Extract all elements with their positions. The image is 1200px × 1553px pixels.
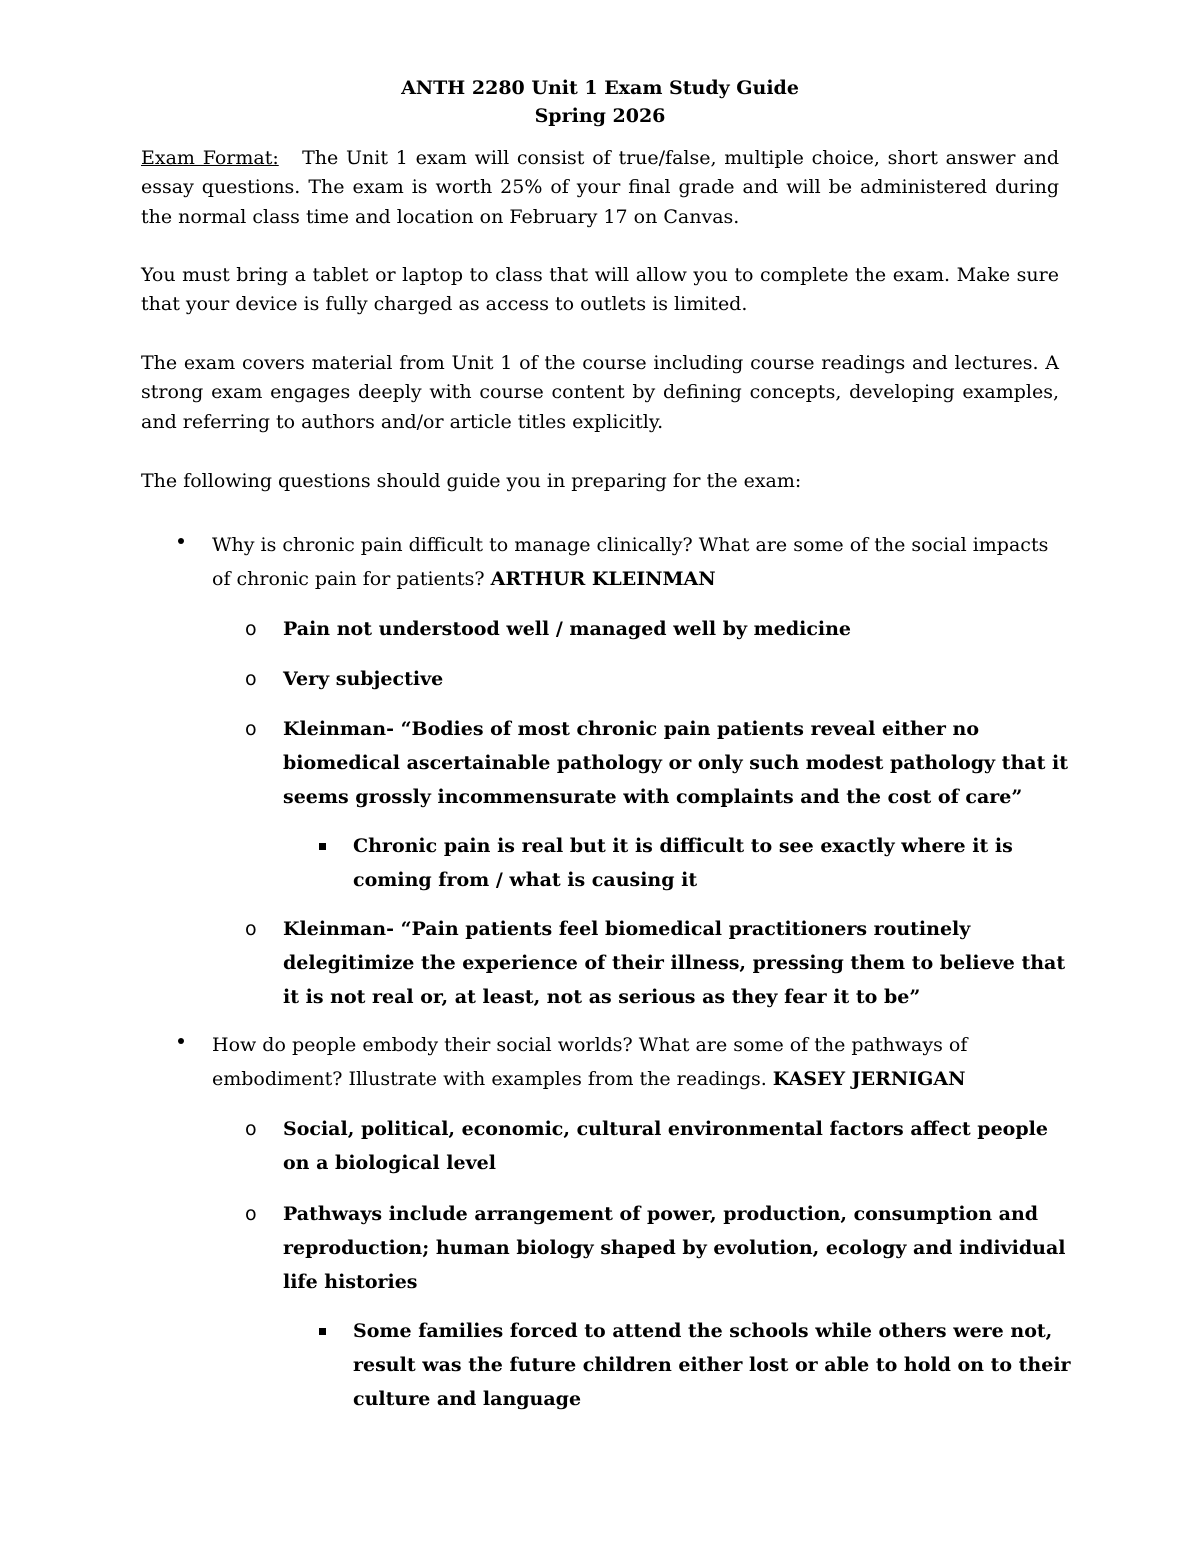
question-2-author: KASEY JERNIGAN <box>772 1068 966 1090</box>
note-1-3: Kleinman- “Bodies of most chronic pain patients reveal either no biomedical ascertainable pathology or only such modest pathology that it seems grossly incommensurate with complaints and the cost of care” <box>283 718 1068 808</box>
note-1-3-sub: Chronic pain is real but it is difficult to see exactly where it is coming from / what is causing it <box>353 835 1013 891</box>
document-title: ANTH 2280 Unit 1 Exam Study Guide <box>401 77 799 99</box>
circle-bullet-icon: o <box>245 718 257 740</box>
note-2-1: Social, political, economic, cultural environmental factors affect people on a biological level <box>283 1118 1048 1174</box>
question-1 <box>212 528 1072 596</box>
circle-bullet-icon: o <box>245 668 257 690</box>
circle-bullet-icon: o <box>245 1118 257 1140</box>
circle-bullet-icon: o <box>245 1203 257 1225</box>
exam-format-text: The Unit 1 exam will consist of true/false, multiple choice, short answer and essay questions. The exam is worth 25% of your final grade and will be administered during the normal class time and location on February 17 on Canvas. <box>141 147 1059 228</box>
note-1-1: Pain not understood well / managed well by medicine <box>283 618 852 640</box>
coverage-paragraph: The exam covers material from Unit 1 of the course including course readings and lectures. A strong exam engages deeply with course content by defining concepts, developing examples, and referring to authors and/or article titles explicitly. <box>141 352 1059 433</box>
square-bullet-icon <box>319 843 326 850</box>
question-2 <box>212 1028 1072 1096</box>
question-1-text: Why is chronic pain difficult to manage clinically? What are some of the social impacts of chronic pain for patients? <box>212 534 1049 590</box>
circle-bullet-icon: o <box>245 618 257 640</box>
square-bullet-icon <box>319 1328 326 1335</box>
circle-bullet-icon: o <box>245 918 257 940</box>
note-1-2: Very subjective <box>283 668 444 690</box>
guide-paragraph: The following questions should guide you in preparing for the exam: <box>141 470 802 492</box>
note-1-4: Kleinman- “Pain patients feel biomedical practitioners routinely delegitimize the experience of their illness, pressing them to believe that it is not real or, at least, not as serious as they fear it to be” <box>283 918 1066 1008</box>
exam-format-paragraph <box>141 144 1059 232</box>
question-1-author: ARTHUR KLEINMAN <box>490 568 716 590</box>
note-2-2: Pathways include arrangement of power, production, consumption and reproduction; human biology shaped by evolution, ecology and individual life histories <box>283 1203 1066 1293</box>
bullet-icon <box>178 1038 184 1044</box>
question-2-text: How do people embody their social worlds? What are some of the pathways of embodiment? Illustrate with examples from the readings. <box>212 1034 968 1090</box>
document-term: Spring 2026 <box>534 105 666 127</box>
device-paragraph: You must bring a tablet or laptop to class that will allow you to complete the exam. Make sure that your device is fully charged as access to outlets is limited. <box>141 264 1059 316</box>
note-2-2-sub: Some families forced to attend the schools while others were not, result was the future children either lost or able to hold on to their culture and language <box>353 1320 1071 1410</box>
bullet-icon <box>178 538 184 544</box>
exam-format-label: Exam Format: <box>141 147 279 169</box>
